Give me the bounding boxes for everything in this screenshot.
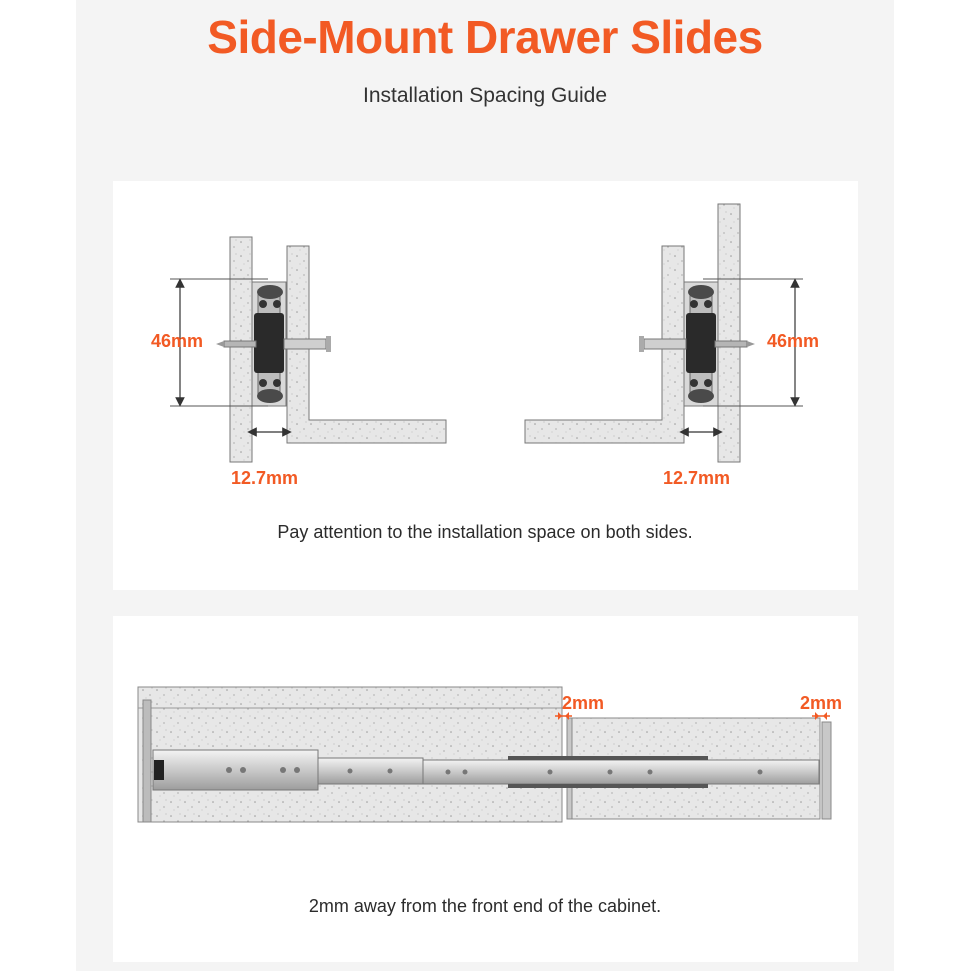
right-gap-label: 12.7mm bbox=[663, 468, 731, 488]
front-spacing-caption: 2mm away from the front end of the cabinet. bbox=[308, 896, 662, 916]
cabinet-side-view bbox=[138, 687, 831, 822]
rear-gap-label: 2mm bbox=[800, 693, 843, 713]
left-side-figure bbox=[170, 237, 446, 462]
right-side-figure bbox=[525, 204, 803, 462]
side-spacing-caption: Pay attention to the installation space on both sides. bbox=[277, 522, 693, 542]
left-gap-label: 12.7mm bbox=[231, 468, 299, 488]
slide-profile-left bbox=[252, 282, 286, 406]
right-height-label: 46mm bbox=[767, 331, 820, 351]
page-subtitle: Installation Spacing Guide bbox=[363, 84, 607, 107]
front-gap-label: 2mm bbox=[562, 693, 605, 713]
slide-profile-right bbox=[684, 282, 718, 406]
cabinet-wall-left bbox=[230, 237, 252, 462]
page-title: Side-Mount Drawer Slides bbox=[207, 11, 763, 63]
cabinet-wall-right bbox=[718, 204, 740, 462]
left-height-label: 46mm bbox=[151, 331, 204, 351]
